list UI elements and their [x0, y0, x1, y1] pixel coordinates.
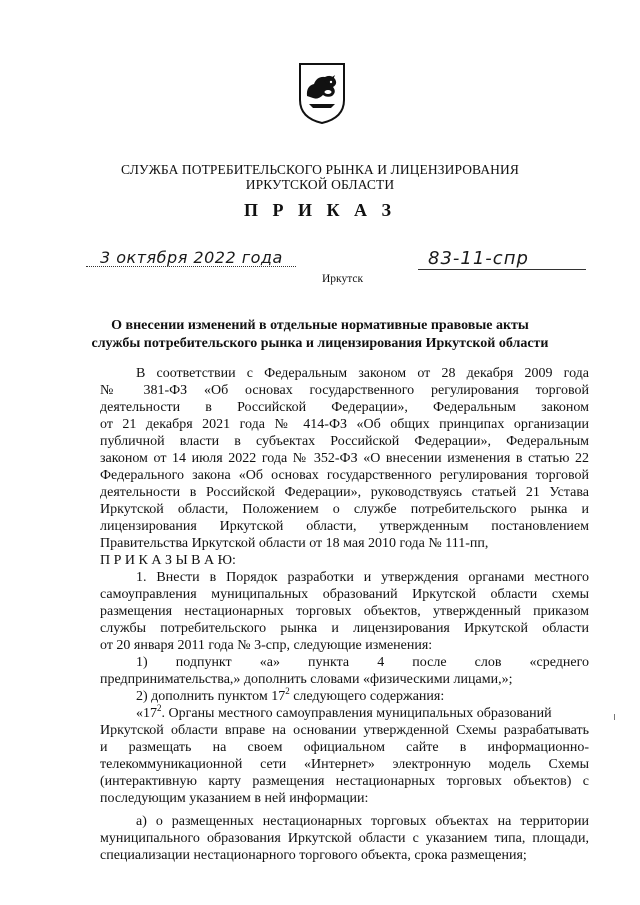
item-two-text-end: следующего содержания:	[289, 689, 445, 704]
body-line: муниципального образования Иркутской области с указанием типа, площади,	[100, 831, 589, 846]
body-line: Иркутской области вправе на основании утвержденной Схемы разрабатывать	[100, 723, 589, 738]
body-line: Иркутской области, Положением о службе потребительского рынка и	[100, 502, 589, 517]
body-line: телекоммуникационной сети «Интернет» электронную модель Схемы	[100, 757, 589, 772]
margin-mark	[614, 714, 619, 720]
body-line: специализации нестационарного торгового объекта, срока размещения;	[100, 848, 527, 863]
body-line: самоуправления муниципальных образований Иркутской области схемы	[100, 587, 589, 602]
document-heading-line1: О внесении изменений в отдельные нормативные правовые акты	[111, 318, 529, 333]
order-directive: П Р И К А З Ы В А Ю:	[100, 553, 236, 568]
body-line: 1) подпункт «а» пункта 4 после слов «среднего	[136, 655, 589, 670]
body-line: а) о размещенных нестационарных торговых объектах на территории	[136, 814, 589, 829]
body-line: от 21 декабря 2021 года № 414-ФЗ «Об общих принципах организации	[100, 417, 589, 432]
body-line: службы потребительского рынка и лицензирования Иркутской области	[100, 621, 589, 636]
clause-number: «17	[136, 706, 157, 721]
superscript: 2	[285, 686, 290, 696]
body-line: деятельности в Российской Федерации», руководствуясь статьей 21 Устава	[100, 485, 589, 500]
body-line	[136, 688, 589, 705]
date-underline	[86, 265, 296, 267]
body-line: предпринимательства,» дополнить словами «физическими лицами,»;	[100, 672, 513, 687]
body-line: 1. Внести в Порядок разработки и утверждения органами местного	[136, 570, 589, 585]
document-heading-line2: службы потребительского рынка и лицензирования Иркутской области	[91, 336, 549, 351]
superscript: 2	[157, 703, 162, 713]
city-name: Иркутск	[322, 273, 364, 285]
body-line: последующим указанием в ней информации:	[100, 791, 369, 806]
handwritten-order-number: 83-11-спр	[428, 248, 529, 269]
body-line: (интерактивную карту размещения нестационарных торговых объектов) с	[100, 774, 589, 789]
body-line: публичной власти в субъектах Российской Федерации», Федеральным	[100, 434, 589, 449]
clause-text: . Органы местного самоуправления муниципальных образований	[161, 706, 552, 721]
number-underline	[418, 268, 586, 270]
irkutsk-coat-of-arms-icon	[297, 62, 347, 124]
item-two-text: 2) дополнить пунктом 17	[136, 689, 286, 704]
body-line: лицензирования Иркутской области, утвержденным постановлением	[100, 519, 589, 534]
body-line: законом от 14 июля 2022 года № 352-ФЗ «О внесении изменения в статью 22	[100, 451, 589, 466]
body-line: и размещать на своем официальном сайте в информационно-	[100, 740, 589, 755]
handwritten-date: 3 октября 2022 года	[100, 248, 283, 267]
organization-name-line2: ИРКУТСКОЙ ОБЛАСТИ	[245, 177, 395, 192]
organization-name-line1: СЛУЖБА ПОТРЕБИТЕЛЬСКОГО РЫНКА И ЛИЦЕНЗИРОВАНИЯ	[121, 162, 519, 177]
document-type-title: П Р И К А З	[243, 200, 397, 220]
body-line: Правительства Иркутской области от 18 мая 2010 года № 111-пп,	[100, 536, 489, 551]
body-line: размещения нестационарных торговых объектов, утвержденный приказом	[100, 604, 589, 619]
body-line: № 381-ФЗ «Об основах государственного регулирования торговой	[100, 383, 589, 398]
body-line: В соответствии с Федеральным законом от 28 декабря 2009 года	[136, 366, 589, 381]
body-line: Федерального закона «Об основах государственного регулирования торговой	[100, 468, 589, 483]
body-line: деятельности в Российской Федерации», Федеральным законом	[100, 400, 589, 415]
body-line	[136, 705, 589, 722]
body-line: от 20 января 2011 года № 3-спр, следующие изменения:	[100, 638, 433, 653]
